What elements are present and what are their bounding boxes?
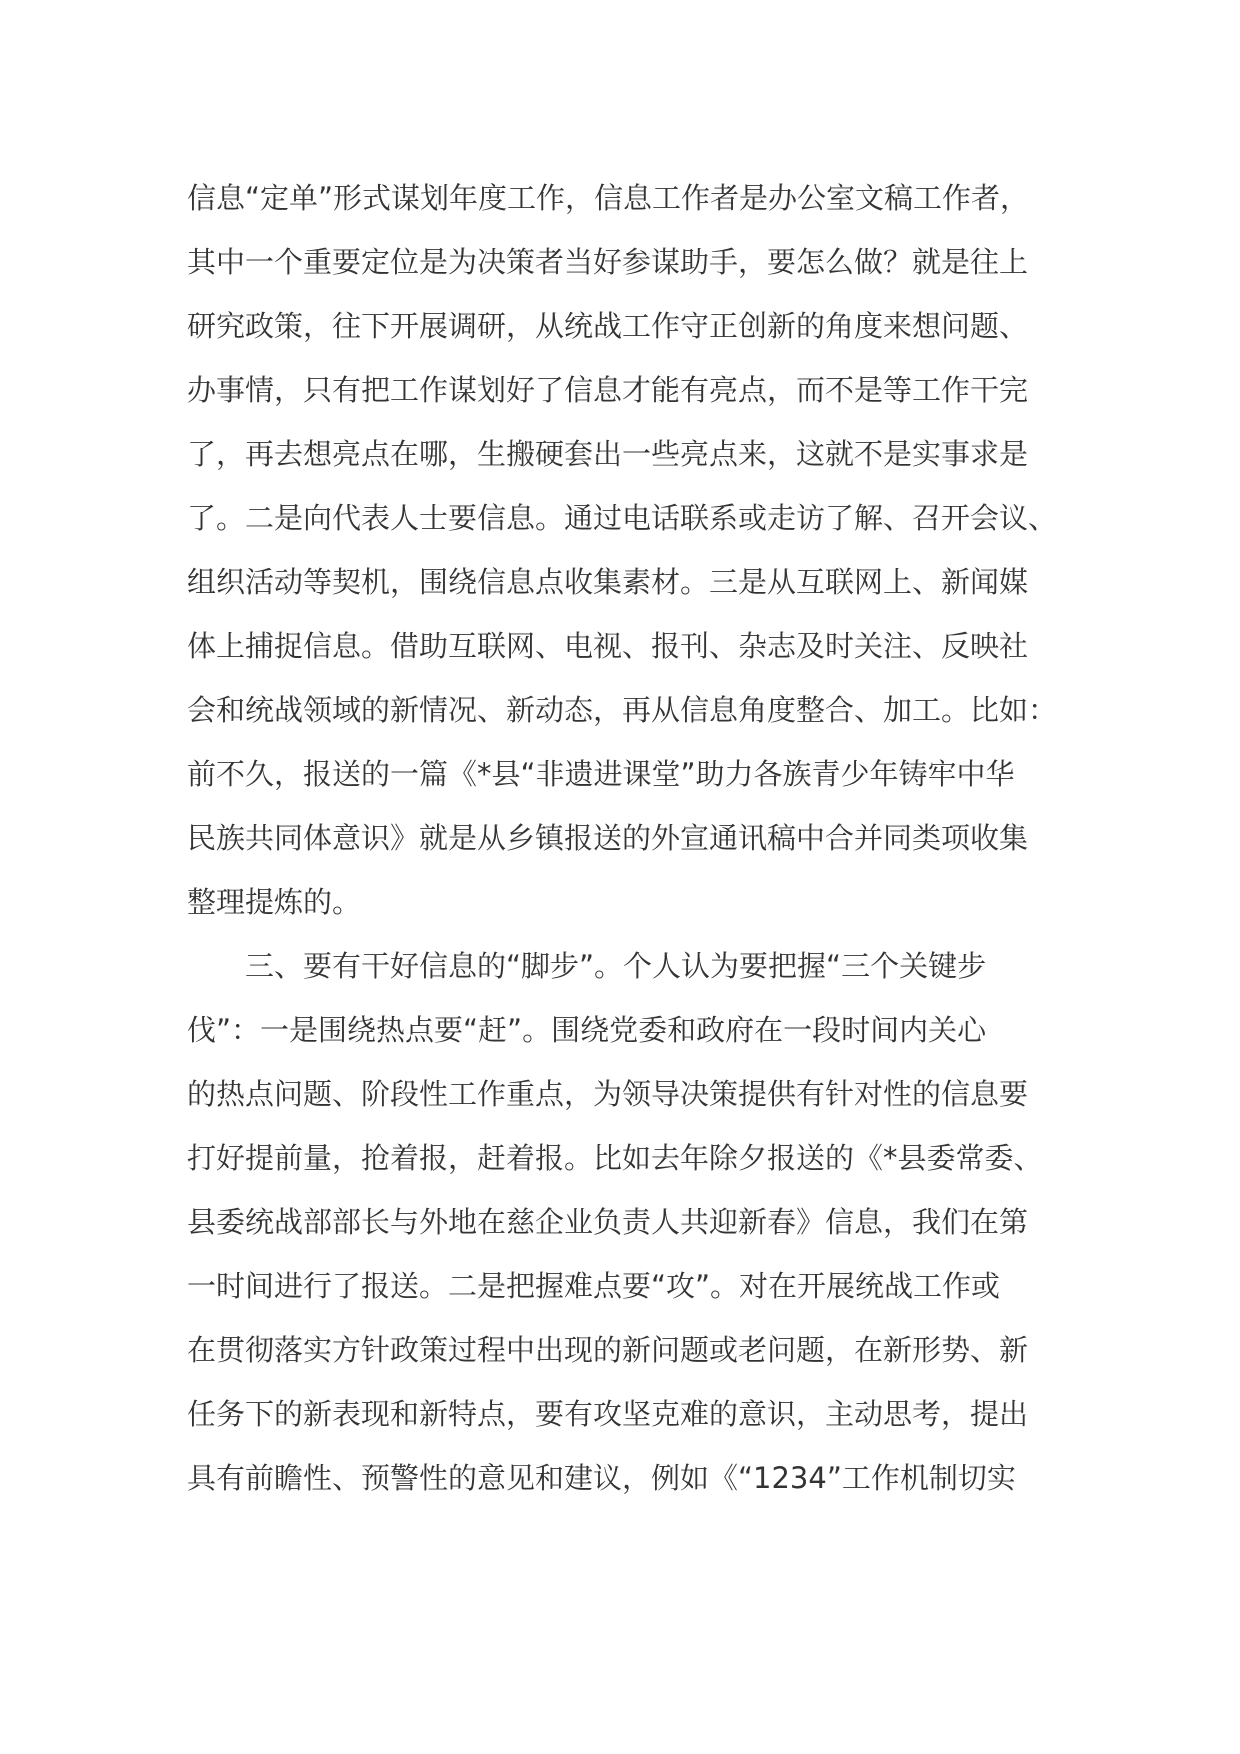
text-line: 组织活动等契机，围绕信息点收集素材。三是从互联网上、新闻媒 xyxy=(187,565,1029,599)
text-line: 研究政策，往下开展调研，从统战工作守正创新的角度来想问题、 xyxy=(187,309,1029,343)
body-paragraph-1 xyxy=(187,166,1067,934)
text-line: 具有前瞻性、预警性的意见和建议，例如《“1234”工作机制切实 xyxy=(187,1461,1016,1495)
text-line: 一时间进行了报送。二是把握难点要“攻”。对在开展统战工作或 xyxy=(187,1269,1001,1303)
text-line: 办事情，只有把工作谋划好了信息才能有亮点，而不是等工作干完 xyxy=(187,373,1029,407)
text-line: 了。二是向代表人士要信息。通过电话联系或走访了解、召开会议、 xyxy=(187,501,1058,535)
text-line: 信息“定单”形式谋划年度工作，信息工作者是办公室文稿工作者， xyxy=(187,181,1030,215)
text-line: 会和统战领域的新情况、新动态，再从信息角度整合、加工。比如： xyxy=(187,693,1058,727)
text-line: 任务下的新表现和新特点，要有攻坚克难的意识，主动思考，提出 xyxy=(187,1397,1029,1431)
body-paragraph-2 xyxy=(187,934,1067,1510)
text-line: 了，再去想亮点在哪，生搬硬套出一些亮点来，这就不是实事求是 xyxy=(187,437,1029,471)
text-line: 伐”：一是围绕热点要“赶”。围绕党委和政府在一段时间内关心 xyxy=(187,1013,987,1047)
text-line: 前不久，报送的一篇《*县“非遗进课堂”助力各族青少年铸牢中华 xyxy=(187,757,1015,791)
text-line: 县委统战部部长与外地在慈企业负责人共迎新春》信息，我们在第 xyxy=(187,1205,1029,1239)
text-line: 民族共同体意识》就是从乡镇报送的外宣通讯稿中合并同类项收集 xyxy=(187,821,1029,855)
text-line: 三、要有干好信息的“脚步”。个人认为要把握“三个关键步 xyxy=(187,949,987,983)
text-line: 整理提炼的。 xyxy=(187,885,362,919)
text-line: 在贯彻落实方针政策过程中出现的新问题或老问题，在新形势、新 xyxy=(187,1333,1029,1367)
text-line: 体上捕捉信息。借助互联网、电视、报刊、杂志及时关注、反映社 xyxy=(187,629,1029,663)
text-line: 其中一个重要定位是为决策者当好参谋助手，要怎么做？就是往上 xyxy=(187,245,1029,279)
text-line: 的热点问题、阶段性工作重点，为领导决策提供有针对性的信息要 xyxy=(187,1077,1029,1111)
text-line: 打好提前量，抢着报，赶着报。比如去年除夕报送的《*县委常委、 xyxy=(187,1141,1043,1175)
